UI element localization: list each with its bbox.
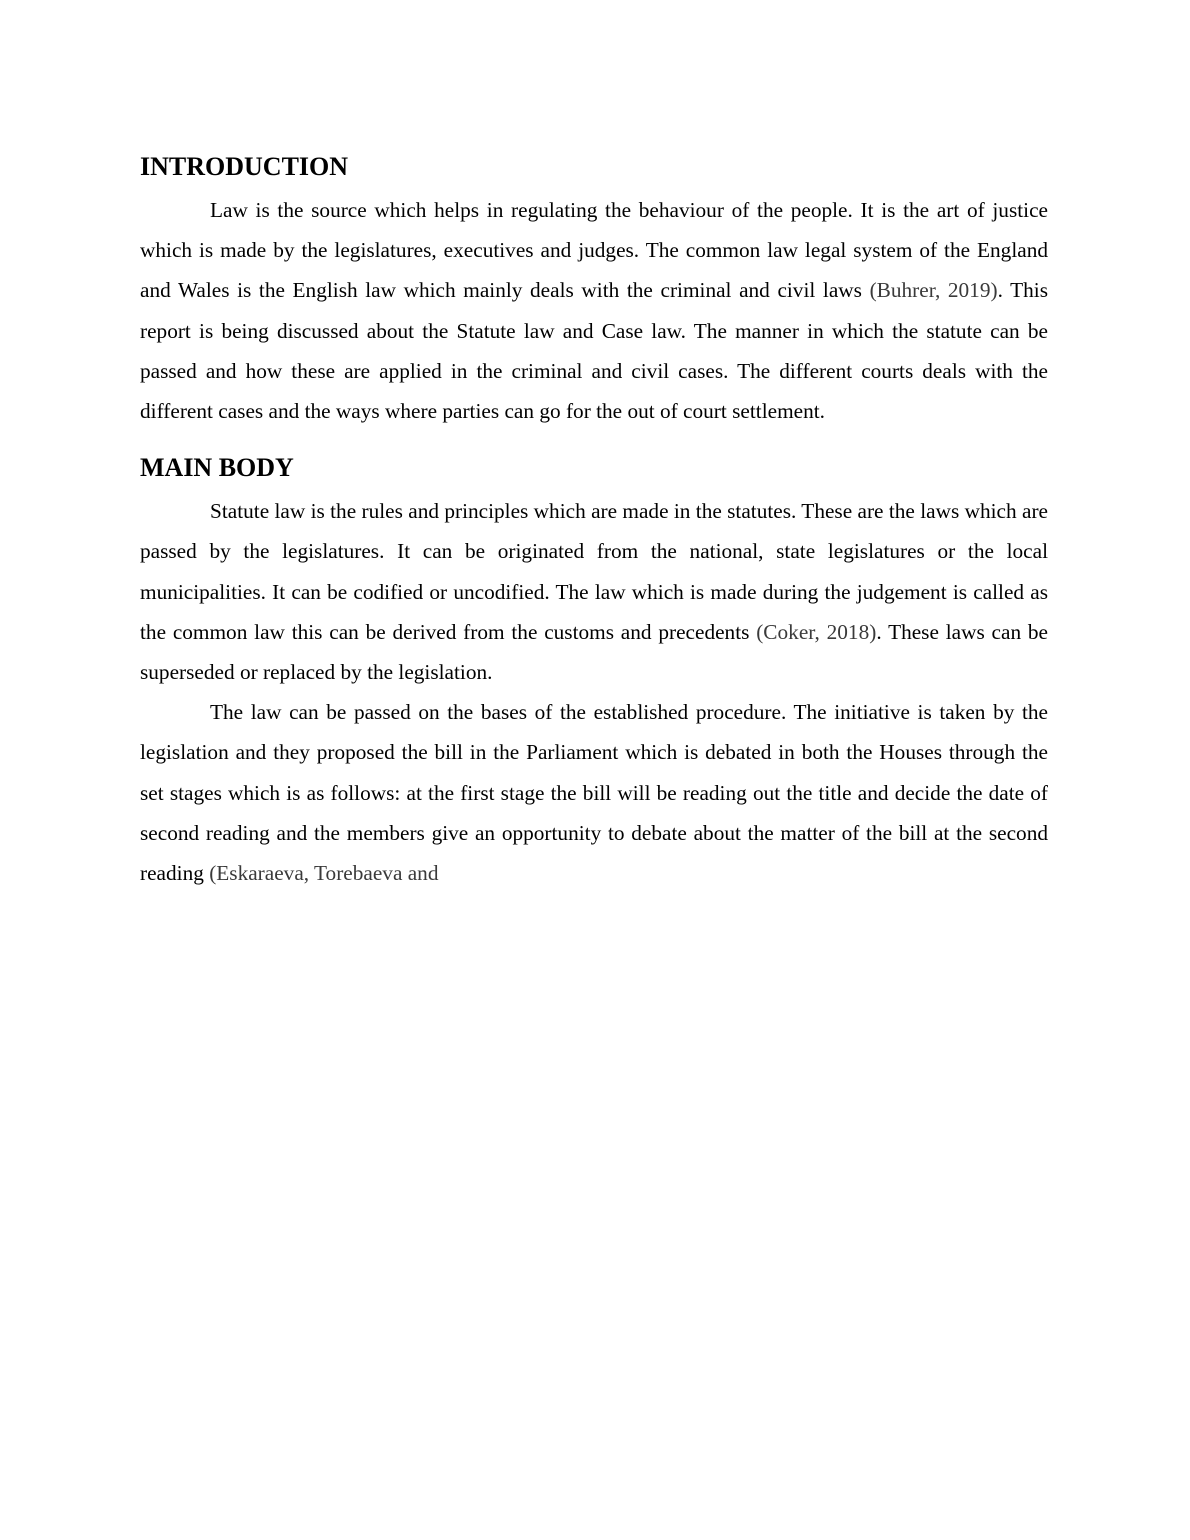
- section-heading-main-body: MAIN BODY: [140, 453, 294, 483]
- paragraph-text: . These laws can be superseded or replaced by the legislation.: [140, 619, 1049, 685]
- main-body-paragraph-1: [140, 491, 1048, 692]
- document-page: [140, 150, 1048, 893]
- paragraph-text: Law is the source which helps in regulating the behaviour of the people. It is the art of justice which is made by the legislatures, executives and judges. The common law legal system of the England and Wales is the English law which mainly deals with the criminal and civil laws: [140, 198, 1048, 303]
- citation: (Coker, 2018): [756, 619, 877, 644]
- introduction-paragraph: [140, 190, 1048, 431]
- paragraph-text: . This report is being discussed about the Statute law and Case law. The manner in which the statute can be passed and how these are applied in the criminal and civil cases. The different courts deals with the different cases and the ways where parties can go for the out of court settlement.: [140, 278, 1048, 424]
- citation: (Buhrer, 2019): [869, 278, 998, 303]
- citation: (Eskaraeva, Torebaeva and: [209, 861, 439, 886]
- section-heading-introduction: INTRODUCTION: [140, 152, 349, 181]
- main-body-paragraph-2: [140, 692, 1048, 893]
- paragraph-text: The law can be passed on the bases of the established procedure. The initiative is taken by the legislation and they proposed the bill in the Parliament which is debated in both the Houses through the set stages which is as follows: at the first stage the bill will be reading out the title and decide the date of second reading and the members give an opportunity to debate about the matter of the bill at the second reading: [140, 700, 1048, 886]
- paragraph-text: Statute law is the rules and principles which are made in the statutes. These are the laws which are passed by the legislatures. It can be originated from the national, state legislatures or the local municipalities. It can be codified or uncodified. The law which is made during the judgement is called as the common law this can be derived from the customs and precedents: [140, 499, 1048, 644]
